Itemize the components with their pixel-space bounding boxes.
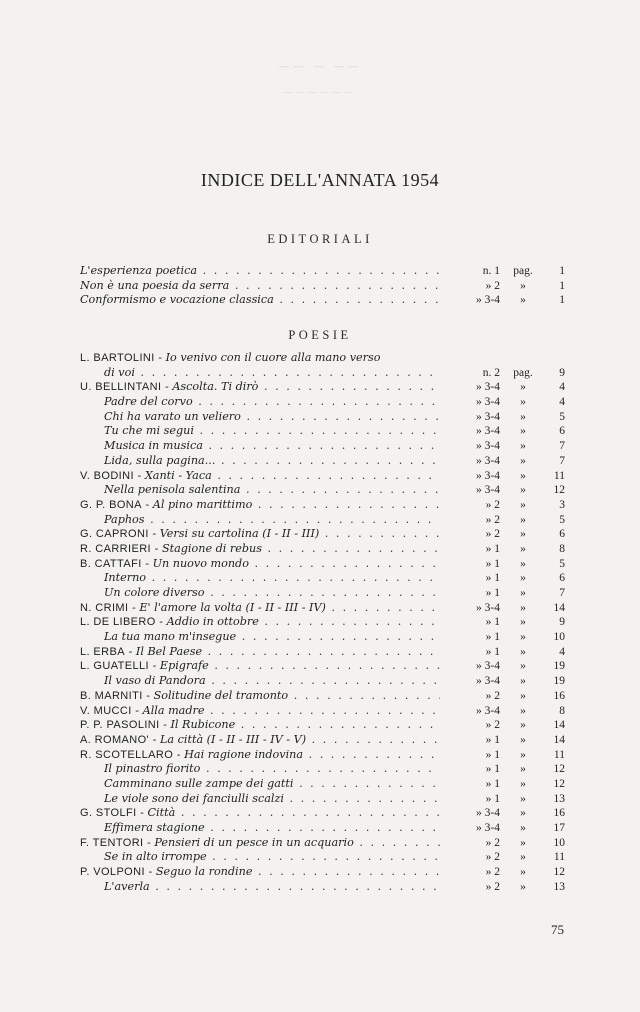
toc-issue-number: » 3-4 — [476, 704, 500, 717]
toc-page-number: 11 — [553, 469, 565, 482]
toc-author: R. CARRIERI — [80, 542, 152, 555]
toc-page-number: 12 — [553, 866, 565, 879]
toc-entry-text: L. ERBA - Il Bel Paese . . — [80, 645, 440, 660]
toc-title: Nella penisola salentina — [104, 483, 241, 497]
toc-title: Xanti - Yaca — [144, 468, 212, 482]
toc-entry — [0, 498, 640, 513]
toc-issue-number: n. 2 — [482, 366, 500, 379]
toc-entry — [0, 777, 640, 792]
toc-page-number: 10 — [553, 631, 565, 644]
toc-entry-text — [80, 293, 440, 308]
toc-author: L. BARTOLINI — [80, 352, 155, 364]
toc-page-number: 14 — [553, 719, 565, 732]
page-number: 75 — [551, 922, 564, 937]
toc-entry-text: U. BELLINTANI - Ascolta. Ti dirò . . — [80, 380, 440, 395]
toc-entry-text: B. MARNITI - Solitudine del tramonto . . — [80, 689, 440, 704]
toc-issue-number: » 1 — [485, 733, 500, 746]
toc-page-label: » — [520, 719, 526, 732]
toc-entry — [0, 850, 640, 865]
toc-issue-number: » 2 — [485, 279, 500, 292]
toc-title: Le viole sono dei fanciulli scalzi — [104, 791, 284, 805]
toc-page-label: » — [520, 587, 526, 599]
toc-page-label: » — [520, 425, 526, 438]
toc-page-number: 12 — [553, 484, 565, 497]
toc-entry — [0, 395, 640, 410]
toc-issue-number: » 3-4 — [476, 469, 500, 482]
toc-page-number: 9 — [559, 616, 565, 629]
toc-page-number: 13 — [553, 880, 565, 893]
toc-page-label: » — [520, 572, 526, 585]
toc-page-label: » — [520, 733, 526, 746]
toc-page-label: » — [520, 880, 526, 893]
bleed-through-text: —————— — [284, 88, 356, 98]
toc-issue-number: » 1 — [485, 587, 500, 599]
toc-title: Lida, sulla pagina... — [104, 453, 216, 467]
toc-entry-text — [104, 395, 440, 410]
toc-entry-text: G. STOLFI - Città . . — [80, 806, 440, 821]
toc-entry — [0, 424, 640, 439]
toc-issue-number: » 1 — [485, 645, 500, 658]
toc-issue-number: » 3-4 — [476, 396, 500, 409]
toc-entry — [0, 410, 640, 425]
toc-issue-number: » 2 — [485, 880, 500, 893]
toc-entry-text — [104, 424, 440, 439]
toc-page-label: » — [520, 279, 526, 292]
toc-title: Un nuovo mondo — [152, 556, 249, 570]
toc-page-label: » — [520, 748, 526, 761]
toc-title: Addio in ottobre — [166, 615, 259, 629]
toc-page-label: pag. — [513, 265, 533, 277]
toc-author: L. DE LIBERO — [80, 616, 156, 629]
toc-issue-number: » 2 — [485, 851, 500, 864]
toc-author: G. CAPRONI — [80, 528, 149, 541]
toc-entry-text: G. P. BONA - Al pino marittimo . . — [80, 498, 440, 513]
toc-entry — [0, 527, 640, 542]
bleed-through-text: —— — —— — [278, 60, 362, 73]
poesie-list — [0, 351, 640, 894]
toc-page-number: 9 — [559, 366, 565, 379]
toc-entry-text — [104, 483, 440, 498]
toc-entry — [0, 762, 640, 777]
toc-entry-text: V. BODINI - Xanti - Yaca . . — [80, 469, 440, 484]
toc-title: Io venivo con il cuore alla mano verso — [165, 351, 381, 364]
toc-page-label: pag. — [513, 366, 533, 379]
toc-entry-text: L. BARTOLINI - Io venivo con il cuore alla mano verso — [80, 351, 381, 364]
toc-author: N. CRIMI — [80, 601, 129, 614]
toc-issue-number: » 1 — [485, 777, 500, 790]
toc-author: A. ROMANO' — [80, 733, 150, 746]
toc-entry — [0, 689, 640, 704]
toc-entry-text — [104, 630, 440, 645]
toc-author: V. BODINI — [80, 469, 134, 482]
toc-author: B. CATTAFI — [80, 557, 142, 570]
toc-issue-number: » 1 — [485, 631, 500, 644]
toc-page-number: 1 — [559, 265, 565, 277]
toc-title: Il vaso di Pandora — [104, 674, 206, 688]
toc-page-number: 5 — [559, 557, 565, 570]
toc-entry — [0, 586, 640, 601]
toc-page-number: 1 — [559, 294, 565, 307]
toc-author: V. MUCCI — [80, 704, 132, 717]
toc-entry-text — [80, 279, 440, 294]
toc-title: Solitudine del tramonto — [153, 688, 289, 702]
toc-issue-number: » 3-4 — [476, 381, 500, 394]
toc-page-number: 16 — [553, 807, 565, 820]
toc-issue-number: » 3-4 — [476, 660, 500, 673]
toc-author: P. VOLPONI — [80, 866, 145, 879]
toc-entry-text — [104, 792, 440, 807]
toc-entry-text: V. MUCCI - Alla madre . . — [80, 704, 440, 719]
toc-page-label: » — [520, 631, 526, 644]
toc-entry-text — [104, 410, 440, 425]
toc-page-label: » — [520, 513, 526, 526]
toc-issue-number: » 3-4 — [476, 484, 500, 497]
toc-title: Camminano sulle zampe dei gatti — [104, 776, 294, 790]
toc-issue-number: » 1 — [485, 748, 500, 761]
toc-title: Ascolta. Ti dirò — [172, 380, 259, 394]
toc-entry-text: F. TENTORI - Pensieri di un pesce in un acquario . . — [80, 836, 440, 851]
toc-entry-text — [104, 366, 440, 381]
toc-page-number: 6 — [559, 572, 565, 585]
toc-page-number: 7 — [559, 587, 565, 599]
toc-entry-text: R. SCOTELLARO - Hai ragione indovina . . — [80, 748, 440, 763]
toc-page-number: 4 — [559, 645, 565, 658]
toc-author: P. P. PASOLINI — [80, 719, 160, 732]
toc-entry-text: A. ROMANO' - La città (I - II - III - IV - V) . . — [80, 733, 440, 748]
editoriali-list — [0, 264, 640, 308]
toc-entry — [0, 821, 640, 836]
toc-page-number: 12 — [553, 763, 565, 776]
toc-page-label: » — [520, 484, 526, 497]
toc-page-label: » — [520, 689, 526, 702]
toc-page-label: » — [520, 557, 526, 570]
toc-title: Hai ragione indovina — [184, 747, 304, 761]
toc-entry-text — [104, 762, 440, 777]
toc-issue-number: » 2 — [485, 498, 500, 511]
toc-page-label: » — [520, 381, 526, 394]
toc-title: E' l'amore la volta (I - II - III - IV) — [139, 600, 326, 614]
toc-page-number: 16 — [553, 689, 565, 702]
toc-page-number: 6 — [559, 528, 565, 541]
toc-entry — [0, 645, 640, 660]
toc-title: L'esperienza poetica — [80, 264, 198, 277]
toc-page-number: 3 — [559, 498, 565, 511]
toc-issue-number: » 3-4 — [476, 601, 500, 614]
toc-issue-number: » 3-4 — [476, 807, 500, 820]
toc-page-label: » — [520, 396, 526, 409]
toc-page-label: » — [520, 763, 526, 776]
toc-title: Un colore diverso — [104, 586, 205, 599]
toc-entry — [0, 880, 640, 895]
toc-page-label: » — [520, 822, 526, 834]
toc-issue-number: » 3-4 — [476, 822, 500, 834]
toc-issue-number: » 3-4 — [476, 425, 500, 438]
toc-page-label: » — [520, 469, 526, 482]
toc-issue-number: » 1 — [485, 616, 500, 629]
toc-issue-number: » 2 — [485, 719, 500, 732]
toc-entry — [0, 439, 640, 454]
toc-issue-number: » 1 — [485, 792, 500, 805]
toc-entry — [0, 674, 640, 689]
toc-entry — [0, 483, 640, 498]
toc-entry — [0, 351, 640, 366]
toc-entry — [0, 718, 640, 733]
toc-entry — [0, 806, 640, 821]
toc-page-label: » — [520, 601, 526, 614]
toc-page-label: » — [520, 807, 526, 820]
toc-issue-number: » 2 — [485, 866, 500, 879]
toc-entry — [0, 792, 640, 807]
toc-page-number: 8 — [559, 704, 565, 717]
toc-title: Musica in musica — [104, 439, 203, 453]
toc-entry — [0, 571, 640, 586]
toc-entry-text: B. CATTAFI - Un nuovo mondo . . — [80, 557, 440, 572]
toc-author: G. STOLFI — [80, 807, 137, 820]
toc-issue-number: » 2 — [485, 528, 500, 541]
toc-entry-text — [104, 571, 440, 586]
toc-entry — [0, 469, 640, 484]
toc-title: di voi — [104, 365, 135, 379]
toc-issue-number: » 3-4 — [476, 454, 500, 467]
toc-issue-number: » 3-4 — [476, 294, 500, 307]
toc-entry-text: R. CARRIERI - Stagione di rebus . . — [80, 542, 440, 557]
toc-issue-number: » 3-4 — [476, 410, 500, 423]
toc-entry — [0, 659, 640, 674]
toc-title: Tu che mi segui — [104, 424, 194, 438]
toc-page-label: » — [520, 616, 526, 629]
toc-entry — [0, 279, 640, 294]
toc-entry-text: P. VOLPONI - Seguo la rondine . . — [80, 865, 440, 880]
toc-title: Città — [147, 806, 176, 820]
toc-title: Non è una poesia da serra — [80, 278, 230, 292]
toc-title: L'averla — [104, 879, 150, 893]
toc-page-label: » — [520, 836, 526, 849]
toc-author: G. P. BONA — [80, 498, 142, 511]
toc-entry — [0, 264, 640, 279]
toc-page-number: 17 — [553, 822, 565, 834]
toc-entry-text: N. CRIMI - E' l'amore la volta (I - II - III - IV) . . — [80, 601, 440, 616]
toc-issue-number: » 1 — [485, 557, 500, 570]
toc-author: F. TENTORI — [80, 836, 144, 849]
toc-entry-text: G. CAPRONI - Versi su cartolina (I - II - III) . . — [80, 527, 440, 542]
toc-page-label: » — [520, 454, 526, 467]
toc-entry-text: L. GUATELLI - Epigrafe . . — [80, 659, 440, 674]
toc-page-label: » — [520, 851, 526, 864]
toc-entry — [0, 293, 640, 308]
toc-page-number: 14 — [553, 733, 565, 746]
toc-issue-number: » 2 — [485, 513, 500, 526]
toc-entry — [0, 557, 640, 572]
toc-title: Paphos — [104, 512, 145, 526]
toc-entry-text — [104, 439, 440, 454]
toc-entry-text — [104, 880, 440, 895]
toc-entry — [0, 454, 640, 469]
toc-entry — [0, 733, 640, 748]
toc-entry-text — [80, 264, 440, 279]
toc-entry-text — [104, 586, 440, 601]
toc-title: Il pinastro fiorito — [104, 762, 201, 776]
toc-page-number: 13 — [553, 792, 565, 805]
toc-entry-text — [104, 850, 440, 865]
toc-page-label: » — [520, 777, 526, 790]
toc-page-number: 5 — [559, 410, 565, 423]
toc-title: La tua mano m'insegue — [104, 630, 237, 644]
toc-page-label: » — [520, 410, 526, 423]
toc-title: Versi su cartolina (I - II - III) — [159, 527, 320, 541]
toc-page-number: 11 — [553, 748, 565, 761]
toc-entry-text — [104, 777, 440, 792]
toc-page-label: » — [520, 542, 526, 555]
toc-title: Pensieri di un pesce in un acquario — [154, 835, 354, 849]
toc-page-label: » — [520, 498, 526, 511]
toc-page-label: » — [520, 866, 526, 879]
page-title: INDICE DELL'ANNATA 1954 — [200, 170, 440, 190]
toc-page-number: 5 — [559, 513, 565, 526]
toc-entry-text — [104, 454, 440, 469]
toc-issue-number: » 1 — [485, 542, 500, 555]
toc-title: Interno — [104, 571, 147, 585]
toc-page-number: 19 — [553, 675, 565, 688]
toc-entry-text — [104, 513, 440, 528]
toc-entry — [0, 704, 640, 719]
toc-entry — [0, 748, 640, 763]
toc-page-label: » — [520, 294, 526, 307]
toc-page-number: 7 — [559, 454, 565, 467]
toc-title: Chi ha varato un veliero — [104, 409, 241, 423]
toc-issue-number: » 2 — [485, 689, 500, 702]
toc-title: Conformismo e vocazione classica — [80, 293, 274, 307]
toc-entry-text: P. P. PASOLINI - Il Rubicone . . — [80, 718, 440, 733]
toc-title: Il Rubicone — [170, 718, 236, 732]
toc-page-number: 10 — [553, 836, 565, 849]
toc-issue-number: » 2 — [485, 836, 500, 849]
toc-entry — [0, 380, 640, 395]
toc-author: L. GUATELLI — [80, 660, 149, 673]
toc-entry — [0, 513, 640, 528]
toc-page-number: 12 — [553, 777, 565, 790]
toc-title: Il Bel Paese — [135, 644, 203, 658]
toc-entry — [0, 836, 640, 851]
toc-entry — [0, 542, 640, 557]
toc-author: L. ERBA — [80, 645, 125, 658]
toc-title: Alla madre — [142, 703, 205, 717]
toc-page-number: 6 — [559, 425, 565, 438]
toc-entry-text: L. DE LIBERO - Addio in ottobre . . — [80, 615, 440, 630]
toc-page-number: 8 — [559, 542, 565, 555]
toc-entry — [0, 630, 640, 645]
toc-entry-text — [104, 674, 440, 689]
toc-title: Stagione di rebus — [161, 541, 262, 555]
toc-issue-number: » 1 — [485, 763, 500, 776]
toc-page-label: » — [520, 660, 526, 673]
toc-page-number: 19 — [553, 660, 565, 673]
toc-entry — [0, 865, 640, 880]
toc-page-label: » — [520, 440, 526, 453]
toc-title: Effimera stagione — [104, 821, 205, 834]
toc-page-number: 11 — [553, 851, 565, 864]
section-heading-poesie: POESIE — [288, 328, 352, 342]
toc-issue-number: » 3-4 — [476, 675, 500, 688]
toc-page-number: 14 — [553, 601, 565, 614]
toc-page-label: » — [520, 528, 526, 541]
toc-page-label: » — [520, 792, 526, 805]
toc-page-number: 7 — [559, 440, 565, 453]
toc-title: Padre del corvo — [104, 395, 193, 409]
toc-entry-text — [104, 821, 440, 836]
toc-entry — [0, 601, 640, 616]
section-heading-editoriali: EDITORIALI — [267, 232, 373, 246]
toc-page-label: » — [520, 675, 526, 688]
toc-issue-number: » 3-4 — [476, 440, 500, 453]
toc-title: Seguo la rondine — [155, 865, 253, 879]
toc-page-number: 4 — [559, 396, 565, 409]
toc-page-label: » — [520, 704, 526, 717]
toc-page-label: » — [520, 645, 526, 658]
toc-page-number: 4 — [559, 381, 565, 394]
toc-title: Al pino marittimo — [152, 497, 253, 511]
toc-title: La città (I - II - III - IV - V) — [159, 732, 307, 746]
toc-author: R. SCOTELLARO — [80, 748, 174, 761]
toc-title: Epigrafe — [159, 659, 209, 673]
toc-title: Se in alto irrompe — [104, 850, 207, 864]
toc-issue-number: » 1 — [485, 572, 500, 585]
toc-author: B. MARNITI — [80, 689, 143, 702]
toc-author: U. BELLINTANI — [80, 381, 162, 394]
toc-entry — [0, 366, 640, 381]
toc-page-number: 1 — [559, 279, 565, 292]
toc-entry — [0, 615, 640, 630]
toc-issue-number: n. 1 — [482, 265, 500, 277]
